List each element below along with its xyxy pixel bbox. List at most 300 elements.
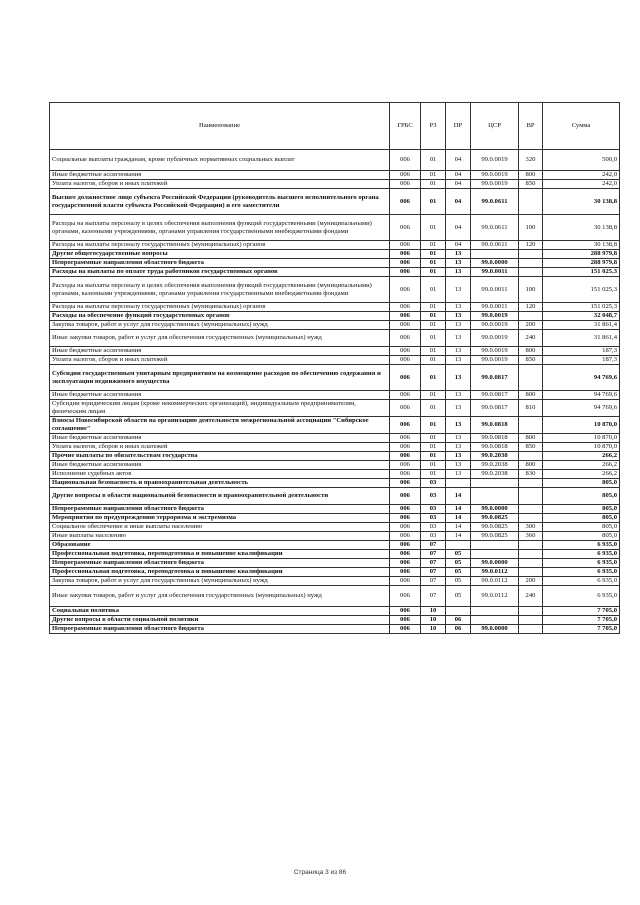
budget-table: [49, 102, 620, 634]
cell-sum: 31 861,4: [543, 321, 620, 330]
cell-grbs: 006: [390, 347, 421, 356]
cell-rz: 01: [421, 347, 446, 356]
table-row: [50, 541, 620, 550]
cell-rz: 01: [421, 391, 446, 400]
cell-name: Национальная безопасность и правоохранительная деятельность: [50, 479, 390, 488]
cell-grbs: 006: [390, 400, 421, 417]
cell-grbs: 006: [390, 532, 421, 541]
cell-name: Образование: [50, 541, 390, 550]
cell-grbs: 006: [390, 268, 421, 277]
cell-vr: [519, 365, 543, 391]
cell-grbs: 006: [390, 434, 421, 443]
cell-rz: 01: [421, 443, 446, 452]
cell-pr: 14: [446, 523, 471, 532]
table-row: [50, 479, 620, 488]
cell-pr: 13: [446, 356, 471, 365]
cell-pr: 13: [446, 365, 471, 391]
cell-vr: [519, 189, 543, 215]
table-row: [50, 365, 620, 391]
cell-grbs: 006: [390, 452, 421, 461]
cell-grbs: 006: [390, 616, 421, 625]
table-row: [50, 150, 620, 171]
table-row: [50, 417, 620, 434]
cell-name: Иные бюджетные ассигнования: [50, 461, 390, 470]
table-row: [50, 268, 620, 277]
cell-csr: 99.0.0019: [471, 356, 519, 365]
cell-csr: 99.0.0019: [471, 171, 519, 180]
cell-sum: 805,0: [543, 523, 620, 532]
cell-pr: 13: [446, 443, 471, 452]
cell-grbs: 006: [390, 559, 421, 568]
cell-vr: 200: [519, 577, 543, 586]
cell-name: Уплата налогов, сборов и иных платежей: [50, 356, 390, 365]
cell-csr: [471, 550, 519, 559]
page-number: Страница 3 из 86: [293, 869, 347, 876]
cell-pr: 06: [446, 616, 471, 625]
cell-name: Социальная политика: [50, 607, 390, 616]
table-row: [50, 616, 620, 625]
table-row: [50, 189, 620, 215]
table-row: [50, 625, 620, 634]
cell-grbs: 006: [390, 417, 421, 434]
cell-csr: 99.0.0019: [471, 180, 519, 189]
table-row: [50, 577, 620, 586]
cell-vr: [519, 452, 543, 461]
cell-vr: 120: [519, 241, 543, 250]
cell-pr: 14: [446, 532, 471, 541]
cell-vr: [519, 607, 543, 616]
cell-vr: 800: [519, 434, 543, 443]
cell-pr: 13: [446, 277, 471, 303]
cell-vr: 850: [519, 180, 543, 189]
cell-pr: 13: [446, 347, 471, 356]
cell-grbs: 006: [390, 330, 421, 347]
table-header-row: [50, 103, 620, 150]
cell-pr: 04: [446, 189, 471, 215]
cell-pr: 04: [446, 215, 471, 241]
cell-name: Профессиональная подготовка, переподготовка и повышение квалификации: [50, 568, 390, 577]
cell-vr: [519, 250, 543, 259]
cell-csr: 99.0.0825: [471, 514, 519, 523]
cell-sum: 10 870,0: [543, 417, 620, 434]
cell-pr: 05: [446, 559, 471, 568]
cell-csr: 99.0.2038: [471, 452, 519, 461]
cell-rz: 01: [421, 171, 446, 180]
cell-csr: 99.0.0019: [471, 150, 519, 171]
cell-rz: 01: [421, 189, 446, 215]
cell-sum: 266,2: [543, 461, 620, 470]
cell-csr: 99.0.0019: [471, 321, 519, 330]
table-row: [50, 180, 620, 189]
cell-grbs: 006: [390, 541, 421, 550]
cell-grbs: 006: [390, 488, 421, 505]
cell-grbs: 006: [390, 470, 421, 479]
cell-pr: [446, 607, 471, 616]
cell-vr: [519, 259, 543, 268]
cell-csr: 99.0.0000: [471, 505, 519, 514]
cell-sum: 94 769,6: [543, 391, 620, 400]
cell-csr: 99.0.0818: [471, 434, 519, 443]
cell-sum: 6 935,0: [543, 541, 620, 550]
cell-sum: 187,3: [543, 356, 620, 365]
cell-csr: 99.0.2038: [471, 461, 519, 470]
cell-grbs: 006: [390, 303, 421, 312]
cell-name: Другие вопросы в области социальной политики: [50, 616, 390, 625]
cell-rz: 01: [421, 461, 446, 470]
cell-csr: 99.0.0611: [471, 241, 519, 250]
cell-sum: 30 138,8: [543, 215, 620, 241]
cell-vr: 240: [519, 330, 543, 347]
cell-vr: [519, 559, 543, 568]
cell-rz: 01: [421, 277, 446, 303]
cell-name: Иные бюджетные ассигнования: [50, 391, 390, 400]
cell-csr: 99.0.0825: [471, 523, 519, 532]
cell-vr: [519, 479, 543, 488]
cell-pr: 13: [446, 470, 471, 479]
table-row: [50, 607, 620, 616]
cell-grbs: 006: [390, 277, 421, 303]
cell-sum: 94 769,6: [543, 365, 620, 391]
cell-csr: 99.0.0611: [471, 189, 519, 215]
cell-rz: 01: [421, 259, 446, 268]
column-header-rz: РЗ: [421, 103, 446, 150]
cell-grbs: 006: [390, 180, 421, 189]
cell-rz: 01: [421, 417, 446, 434]
cell-vr: 300: [519, 523, 543, 532]
cell-rz: 01: [421, 434, 446, 443]
cell-sum: 6 935,0: [543, 550, 620, 559]
cell-name: Иные бюджетные ассигнования: [50, 171, 390, 180]
cell-sum: 10 870,0: [543, 434, 620, 443]
cell-vr: [519, 616, 543, 625]
cell-vr: 800: [519, 171, 543, 180]
cell-grbs: 006: [390, 150, 421, 171]
cell-rz: 10: [421, 625, 446, 634]
cell-vr: 850: [519, 443, 543, 452]
cell-name: Другие общегосударственные вопросы: [50, 250, 390, 259]
cell-grbs: 006: [390, 577, 421, 586]
cell-pr: 13: [446, 312, 471, 321]
cell-rz: 01: [421, 268, 446, 277]
cell-pr: 04: [446, 171, 471, 180]
cell-csr: 99.0.0817: [471, 391, 519, 400]
cell-vr: 240: [519, 586, 543, 607]
cell-sum: 31 861,4: [543, 330, 620, 347]
cell-rz: 01: [421, 312, 446, 321]
cell-sum: 6 935,0: [543, 568, 620, 577]
cell-name: Иные бюджетные ассигнования: [50, 347, 390, 356]
cell-rz: 01: [421, 180, 446, 189]
cell-sum: 6 935,0: [543, 577, 620, 586]
cell-csr: 99.0.0611: [471, 215, 519, 241]
cell-csr: 99.0.0112: [471, 586, 519, 607]
table-row: [50, 488, 620, 505]
cell-sum: 30 138,8: [543, 189, 620, 215]
cell-grbs: 006: [390, 461, 421, 470]
cell-name: Непрограммные направления областного бюджета: [50, 625, 390, 634]
cell-rz: 03: [421, 523, 446, 532]
cell-vr: 100: [519, 277, 543, 303]
cell-name: Взносы Новосибирской области на организацию деятельности межрегиональной ассоциации "Сибирское соглашение": [50, 417, 390, 434]
cell-rz: 01: [421, 365, 446, 391]
cell-rz: 01: [421, 400, 446, 417]
cell-csr: 99.0.0818: [471, 443, 519, 452]
cell-csr: 99.0.0817: [471, 365, 519, 391]
cell-rz: 03: [421, 514, 446, 523]
cell-name: Субсидии юридическим лицам (кроме некоммерческих организаций), индивидуальным предпринимателям, физическим лицам: [50, 400, 390, 417]
cell-sum: 266,2: [543, 452, 620, 461]
cell-vr: [519, 417, 543, 434]
cell-rz: 07: [421, 541, 446, 550]
cell-pr: 13: [446, 452, 471, 461]
cell-rz: 01: [421, 452, 446, 461]
cell-grbs: 006: [390, 523, 421, 532]
cell-vr: 320: [519, 150, 543, 171]
cell-name: Расходы на выплаты по оплате труда работников государственных органов: [50, 268, 390, 277]
cell-csr: [471, 479, 519, 488]
table-row: [50, 470, 620, 479]
cell-sum: 242,0: [543, 180, 620, 189]
cell-csr: 99.0.0112: [471, 568, 519, 577]
cell-pr: 13: [446, 461, 471, 470]
table-row: [50, 461, 620, 470]
cell-pr: [446, 479, 471, 488]
cell-pr: 04: [446, 180, 471, 189]
cell-csr: 99.0.0112: [471, 577, 519, 586]
cell-rz: 07: [421, 586, 446, 607]
cell-csr: 99.0.0011: [471, 277, 519, 303]
cell-name: Иные бюджетные ассигнования: [50, 434, 390, 443]
cell-grbs: 006: [390, 189, 421, 215]
cell-name: Иные закупки товаров, работ и услуг для обеспечения государственных (муниципальных) нужд: [50, 330, 390, 347]
cell-rz: 03: [421, 532, 446, 541]
cell-vr: [519, 568, 543, 577]
cell-vr: 850: [519, 356, 543, 365]
cell-rz: 01: [421, 321, 446, 330]
cell-grbs: 006: [390, 241, 421, 250]
cell-sum: 7 705,0: [543, 625, 620, 634]
table-row: [50, 443, 620, 452]
cell-vr: [519, 488, 543, 505]
cell-pr: 04: [446, 150, 471, 171]
cell-rz: 07: [421, 568, 446, 577]
cell-rz: 01: [421, 150, 446, 171]
cell-rz: 01: [421, 330, 446, 347]
cell-name: Другие вопросы в области национальной безопасности и правоохранительной деятельности: [50, 488, 390, 505]
cell-vr: 360: [519, 532, 543, 541]
table-row: [50, 215, 620, 241]
cell-pr: 06: [446, 625, 471, 634]
cell-sum: 242,0: [543, 171, 620, 180]
cell-sum: 805,0: [543, 532, 620, 541]
cell-sum: 7 705,0: [543, 616, 620, 625]
cell-vr: 100: [519, 215, 543, 241]
cell-pr: 13: [446, 434, 471, 443]
cell-pr: 13: [446, 321, 471, 330]
cell-rz: 03: [421, 479, 446, 488]
cell-csr: 99.0.0817: [471, 400, 519, 417]
cell-grbs: 006: [390, 586, 421, 607]
table-row: [50, 330, 620, 347]
cell-name: Расходы на выплаты персоналу государственных (муниципальных) органов: [50, 241, 390, 250]
cell-csr: 99.0.0011: [471, 303, 519, 312]
cell-sum: 187,3: [543, 347, 620, 356]
cell-rz: 01: [421, 303, 446, 312]
cell-name: Иные выплаты населению: [50, 532, 390, 541]
cell-grbs: 006: [390, 625, 421, 634]
cell-csr: 99.0.0000: [471, 625, 519, 634]
cell-csr: 99.0.0019: [471, 312, 519, 321]
cell-grbs: 006: [390, 505, 421, 514]
cell-sum: 288 979,8: [543, 250, 620, 259]
cell-name: Расходы на обеспечение функций государственных органов: [50, 312, 390, 321]
cell-name: Мероприятия по предупреждению терроризма и экстремизма: [50, 514, 390, 523]
cell-grbs: 006: [390, 365, 421, 391]
table-row: [50, 434, 620, 443]
cell-grbs: 006: [390, 215, 421, 241]
cell-sum: 6 935,0: [543, 586, 620, 607]
cell-vr: 810: [519, 400, 543, 417]
cell-sum: 266,2: [543, 470, 620, 479]
column-header-csr: ЦСР: [471, 103, 519, 150]
cell-pr: 13: [446, 417, 471, 434]
cell-grbs: 006: [390, 443, 421, 452]
cell-rz: 01: [421, 215, 446, 241]
cell-sum: 805,0: [543, 514, 620, 523]
cell-grbs: 006: [390, 250, 421, 259]
cell-pr: 13: [446, 250, 471, 259]
cell-csr: 99.0.0818: [471, 417, 519, 434]
cell-sum: 151 025,3: [543, 303, 620, 312]
cell-pr: 13: [446, 303, 471, 312]
cell-vr: [519, 268, 543, 277]
cell-pr: 13: [446, 391, 471, 400]
cell-vr: 800: [519, 347, 543, 356]
cell-vr: [519, 550, 543, 559]
table-row: [50, 241, 620, 250]
cell-sum: 30 138,8: [543, 241, 620, 250]
cell-vr: 800: [519, 461, 543, 470]
cell-pr: [446, 541, 471, 550]
table-body: [50, 150, 620, 634]
cell-vr: 120: [519, 303, 543, 312]
cell-grbs: 006: [390, 550, 421, 559]
cell-name: Расходы на выплаты персоналу в целях обеспечения выполнения функций государственными (муниципальными) органами, казенными учреждениями, органами управления государственными внебюджетными фондами: [50, 277, 390, 303]
cell-sum: 805,0: [543, 479, 620, 488]
cell-rz: 10: [421, 616, 446, 625]
cell-name: Высшее должностное лицо субъекта Российской Федерации (руководитель высшего исполнительного органа государственной власти субъекта Российской Федерации) и его заместители: [50, 189, 390, 215]
cell-grbs: 006: [390, 514, 421, 523]
table-row: [50, 550, 620, 559]
cell-sum: 7 705,0: [543, 607, 620, 616]
cell-csr: [471, 488, 519, 505]
cell-grbs: 006: [390, 312, 421, 321]
table-row: [50, 312, 620, 321]
cell-name: Социальное обеспечение и иные выплаты населению: [50, 523, 390, 532]
cell-name: Прочие выплаты по обязательствам государства: [50, 452, 390, 461]
cell-grbs: 006: [390, 356, 421, 365]
cell-pr: 05: [446, 568, 471, 577]
cell-name: Расходы на выплаты персоналу государственных (муниципальных) органов: [50, 303, 390, 312]
cell-sum: 288 979,8: [543, 259, 620, 268]
cell-rz: 01: [421, 250, 446, 259]
cell-pr: 05: [446, 577, 471, 586]
column-header-sum: Сумма: [543, 103, 620, 150]
table-row: [50, 586, 620, 607]
cell-name: Расходы на выплаты персоналу в целях обеспечения выполнения функций государственными (муниципальными) органами, казенными учреждениями, органами управления государственными внебюджетными фондами: [50, 215, 390, 241]
cell-name: Закупка товаров, работ и услуг для государственных (муниципальных) нужд: [50, 577, 390, 586]
cell-pr: 14: [446, 505, 471, 514]
cell-grbs: 006: [390, 607, 421, 616]
column-header-vr: ВР: [519, 103, 543, 150]
cell-csr: 99.0.0000: [471, 259, 519, 268]
table-row: [50, 523, 620, 532]
table-row: [50, 452, 620, 461]
cell-name: Исполнение судебных актов: [50, 470, 390, 479]
table-row: [50, 259, 620, 268]
cell-name: Уплата налогов, сборов и иных платежей: [50, 180, 390, 189]
cell-pr: 13: [446, 330, 471, 347]
cell-rz: 10: [421, 607, 446, 616]
cell-vr: 800: [519, 391, 543, 400]
cell-grbs: 006: [390, 391, 421, 400]
cell-name: Уплата налогов, сборов и иных платежей: [50, 443, 390, 452]
cell-pr: 05: [446, 550, 471, 559]
cell-pr: 04: [446, 241, 471, 250]
column-header-name: Наименование: [50, 103, 390, 150]
cell-vr: [519, 312, 543, 321]
table-row: [50, 321, 620, 330]
cell-name: Непрограммные направления областного бюджета: [50, 259, 390, 268]
cell-name: Профессиональная подготовка, переподготовка и повышение квалификации: [50, 550, 390, 559]
table-row: [50, 400, 620, 417]
cell-sum: 10 870,0: [543, 443, 620, 452]
table-row: [50, 532, 620, 541]
cell-vr: [519, 505, 543, 514]
cell-vr: [519, 625, 543, 634]
cell-name: Субсидии государственным унитарным предприятиям на возмещение расходов по обеспечению содержания и эксплуатации недвижимого имущества: [50, 365, 390, 391]
cell-sum: 151 025,3: [543, 268, 620, 277]
cell-pr: 13: [446, 259, 471, 268]
cell-sum: 32 048,7: [543, 312, 620, 321]
cell-pr: 14: [446, 514, 471, 523]
table-row: [50, 347, 620, 356]
cell-sum: 805,0: [543, 488, 620, 505]
cell-sum: 94 769,6: [543, 400, 620, 417]
cell-name: Иные закупки товаров, работ и услуг для обеспечения государственных (муниципальных) нужд: [50, 586, 390, 607]
cell-csr: 99.0.0019: [471, 347, 519, 356]
cell-csr: [471, 616, 519, 625]
cell-pr: 13: [446, 400, 471, 417]
cell-grbs: 006: [390, 479, 421, 488]
table-row: [50, 391, 620, 400]
column-header-grbs: ГРБС: [390, 103, 421, 150]
cell-csr: 99.0.0825: [471, 532, 519, 541]
cell-name: Социальные выплаты гражданам, кроме публичных нормативных социальных выплат: [50, 150, 390, 171]
cell-rz: 01: [421, 241, 446, 250]
cell-vr: [519, 541, 543, 550]
cell-grbs: 006: [390, 259, 421, 268]
cell-rz: 07: [421, 577, 446, 586]
cell-sum: 151 025,3: [543, 277, 620, 303]
table-row: [50, 303, 620, 312]
cell-grbs: 006: [390, 568, 421, 577]
table-row: [50, 171, 620, 180]
cell-csr: [471, 250, 519, 259]
cell-pr: 05: [446, 586, 471, 607]
column-header-pr: ПР: [446, 103, 471, 150]
cell-sum: 500,0: [543, 150, 620, 171]
